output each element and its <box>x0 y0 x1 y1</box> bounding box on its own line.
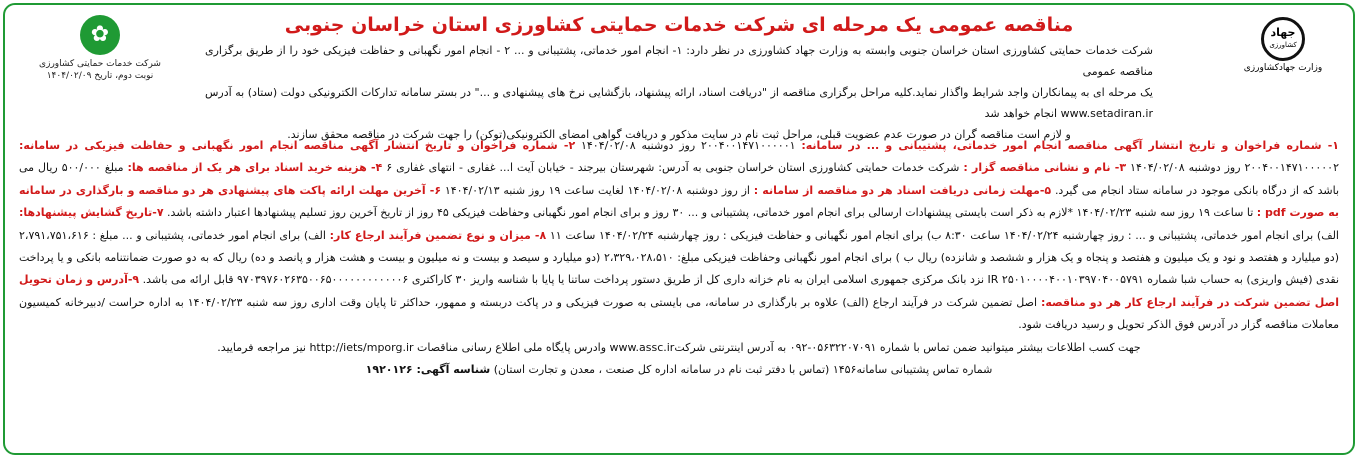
intro-line-1: شرکت خدمات حمایتی کشاورزی استان خراسان جنوبی وابسته به وزارت جهاد کشاورزی در نظر دارد: ۱- انجام امور خدماتی، پشتیبانی و ... ۲ - انجام امور نگهبانی و حفاظت فیزیکی خود را از طریق برگزاری مناقصه عمومی <box>205 44 1153 78</box>
items-1-2 <box>19 135 1339 337</box>
ad-id: شناسه آگهی: ۱۹۲۰۱۲۶ <box>365 363 491 377</box>
company-caption: شرکت خدمات حمایتی کشاورزی <box>39 59 161 69</box>
intro-line-3: و لازم است مناقصه گران در صورت عدم عضویت قبلی، مراحل ثبت نام در سایت مذکور و دریافت گواهی امضای الکترونیکی(توکن) را جهت شرکت در مناقصه محقق سازند. <box>287 128 1071 141</box>
contact-line: جهت کسب اطلاعات بیشتر میتوانید ضمن تماس با شماره ۰۵۶۳۲۲۰۷۰۹۱-۰۹۲ به آدرس اینترنتی شرکتwww.assc.ir وادرس پایگاه ملی اطلاع رسانی مناقصات http://iets/mporg.ir نیز مراجعه فرمایید. <box>217 340 1141 354</box>
publication-date: نوبت دوم، تاریخ ۱۴۰۴/۰۲/۰۹ <box>46 71 154 81</box>
support-line: شماره تماس پشتیبانی سامانه۱۴۵۶ (تماس با دفتر ثبت نام در سامانه اداره کل صنعت ، معدن و تجارت استان) <box>493 363 993 377</box>
item3-value: شرکت خدمات حمایتی کشاورزی استان خراسان جنوبی به آدرس: شهرستان بیرجند - خیابان آیت ا... غفاری - انتهای غفاری ۶ <box>386 161 960 175</box>
item7-value: الف) برای انجام امور خدماتی، پشتیبانی و ... : روز چهارشنبه ۱۴۰۴/۰۲/۲۴ ساعت ۸:۳۰ ب) برای انجام امور نگهبانی و حفاظت فیزیکی : روز چهارشنبه ۱۴۰۴/۰۲/۲۴ ساعت ۱۱ <box>549 228 1339 242</box>
item1-heading: ۱- شماره فراخوان و تاریخ انتشار آگهی مناقصه انجام امور خدماتی، پشتیبانی و ... در سامانه: <box>801 139 1340 152</box>
item3-heading: ۳- نام و نشانی مناقصه گزار : <box>963 161 1127 175</box>
emblem-text-sub: کشاورزی <box>1269 41 1297 49</box>
notice-frame <box>3 3 1355 455</box>
item6-heading: ۶- آخرین مهلت ارائه پاکت های پیشنهادی هر دو مناقصه و بارگذاری در سامانه به صورت pdf : <box>19 183 1339 220</box>
intro-paragraph <box>205 40 1153 145</box>
item6-value: تا ساعت ۱۹ روز سه شنبه ۱۴۰۴/۰۲/۲۳ *لازم به ذکر است بایستی پیشنهادات ارسالی برای انجام امور خدماتی، پشتیبانی و ... ۳۰ روز و برای انجام امور نگهبانی وحفاظت فیزیکی ۴۵ روز از تاریخ آخرین روز تسلیم پیشنهادها اعتبار داشته باشد. <box>167 206 1254 220</box>
emblem-text-main: جهاد <box>1270 26 1296 39</box>
item8-value: الف) برای انجام امور خدماتی، پشتیبانی و ... مبلغ : ۲،۷۹۱،۷۵۱،۶۱۶ (دو میلیارد و هفتصد و نود و یک میلیون و هفتصد و پنجاه و یک هزار و ششصد و شانزده) ریال ب ) برای انجام امور نگهبانی وحفاظت فیزیکی مبلغ: ۲،۳۲۹،۰۲۸،۵۱۰ (دو میلیارد و سیصد و بیست و نه میلیون و بیست و هشت هزار و پانصد و ده) ریال که به دو صورت ضمانتنامه بانکی و یا پرداخت نقدی (فیش واریزی) به حساب شبا شماره IR ۲۵۰۱۰۰۰۰۴۰۰۱۰۳۹۷۰۴۰۰۵۷۹۱ نزد بانک مرکزی جمهوری اسلامی ایران به نام خزانه داری کل از طریق دستور پرداخت ساتنا یا پایا با شناسه واریز ۳۰ کاراکتری ۹۷۰۳۹۷۶۰۲۶۳۵۰۰۶۵۰۰۰۰۰۰۰۰۰۰۰۰۶ قابل ارائه می باشد. <box>19 228 1339 287</box>
item5-value: از روز دوشنبه ۱۴۰۴/۰۲/۰۸ لغایت ساعت ۱۹ روز شنبه ۱۴۰۴/۰۲/۱۳ <box>444 183 750 197</box>
item7-heading: ۷-تاریخ گشایش پیشنهادها: <box>19 206 164 220</box>
item9-value: اصل تضمین شرکت در فرآیند ارجاع (الف) علاوه بر بارگذاری در سامانه، می بایستی به صورت فیزیکی و در پاکت دربسته و ممهور، حداکثر تا پایان وقت اداری روز سه شنبه ۱۴۰۴/۰۲/۲۳ به اداره حراست /دبیرخانه کمیسیون معاملات مناقصه گزار در آدرس فوق الذکر تحویل و رسید دریافت شود. <box>19 295 1339 332</box>
support-line-wrap <box>19 359 1339 381</box>
wheat-emblem-icon: ✿ <box>80 15 120 55</box>
notice-title: مناقصه عمومی یک مرحله ای شرکت خدمات حمایتی کشاورزی استان خراسان جنوبی <box>284 14 1074 36</box>
item2-heading: ۲- شماره فراخوان و تاریخ انتشار آگهی مناقصه انجام امور نگهبانی و حفاظت فیزیکی در سامانه: <box>19 139 576 152</box>
item8-heading: ۸- میزان و نوع تضمین فرآیند ارجاع کار: <box>329 228 547 242</box>
item2-value: ۲۰۰۴۰۰۱۴۷۱۰۰۰۰۰۲ روز دوشنبه ۱۴۰۴/۰۲/۰۸ <box>1130 161 1339 175</box>
intro-line-2: یک مرحله ای به پیمانکاران واجد شرایط واگذار نماید.کلیه مراحل برگزاری مناقصه از "دریافت اسناد، ارائه پیشنهاد، بازگشایی نرخ های پیشنهادی و ..." در بستر سامانه تدارکات الکترونیکی دولت (ستاد) به آدرس www.setadiran.ir انجام خواهد شد <box>205 86 1153 120</box>
ministry-caption: وزارت جهادکشاورزی <box>1243 63 1323 73</box>
item9-heading: ۹-آدرس و زمان تحویل اصل تضمین شرکت در فرآیند ارجاع کار هر دو مناقصه: <box>19 273 1339 309</box>
item5-heading: ۵-مهلت زمانی دریافت اسناد هر دو مناقصه از سامانه : <box>753 183 1052 197</box>
notice-body <box>19 135 1339 381</box>
item4-heading: ۴- هزینه خرید اسناد برای هر یک از مناقصه ها: <box>127 161 383 175</box>
item1-value: ۲۰۰۴۰۰۱۴۷۱۰۰۰۰۰۱ روز دوشنبه ۱۴۰۴/۰۲/۰۸ <box>580 139 796 152</box>
item4-value: مبلغ ۵۰۰/۰۰۰ ریال می باشد که از درگاه بانکی موجود در سامانه ستاد انجام می گیرد. <box>19 161 1340 197</box>
